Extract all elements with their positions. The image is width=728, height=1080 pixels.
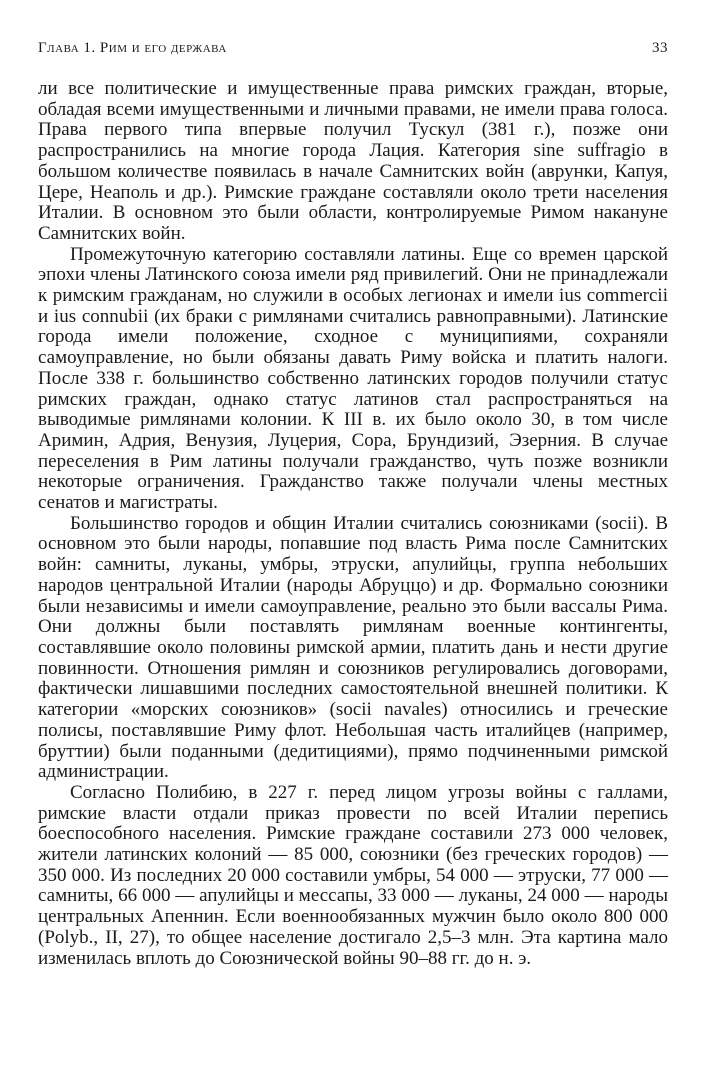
page-number: 33	[652, 40, 668, 56]
paragraph: Большинство городов и общин Италии считались союзниками (socii). В основном это были народы, попавшие под власть Рима после Самнитских войн: самниты, луканы, умбры, этруски, апулийцы, группа небольших народов центральной Италии (народы Абруццо) и др. Формально союзники были независимы и имели самоуправление, реально это были вассалы Рима. Они должны были поставлять римлянам военные контингенты, составлявшие около половины римской армии, платить дань и нести другие повинности. Отношения римлян и союзников регулировались договорами, фактически лишавшими последних самостоятельной внешней политики. К категории «морских союзников» (socii navales) относились и греческие полисы, поставлявшие Риму флот. Небольшая часть италийцев (например, бруттии) были поданными (дедитициями), прямо подчиненными римской администрации.	[38, 512, 668, 783]
body-text	[38, 79, 668, 969]
paragraph: ли все политические и имущественные права римских граждан, вторые, обладая всеми имущественными и личными правами, не имели права голоса. Права первого типа впервые получил Тускул (381 г.), позже они распространились на многие города Лация. Категория sine suffragio в большом количестве появилась в начале Самнитских войн (аврунки, Капуя, Цере, Неаполь и др.). Римские граждане составляли около трети населения Италии. В основном это были области, контролируемые Римом накануне Самнитских войн.	[38, 78, 668, 244]
chapter-title: Глава 1. Рим и его держава	[38, 40, 227, 56]
running-header	[38, 40, 668, 57]
paragraph: Согласно Полибию, в 227 г. перед лицом угрозы войны с галлами, римские власти отдали приказ провести по всей Италии перепись боеспособного населения. Римские граждане составили 273 000 человек, жители латинских колоний — 85 000, союзники (без греческих городов) — 350 000. Из последних 20 000 составили умбры, 54 000 — этруски, 77 000 — самниты, 66 000 — апулийцы и мессапы, 33 000 — луканы, 24 000 — народы центральных Апеннин. Если военнообязанных мужчин было около 800 000 (Polyb., II, 27), то общее население достигало 2,5–3 млн. Эта картина мало изменилась вплоть до Союзнической войны 90–88 гг. до н. э.	[38, 781, 668, 969]
paragraph: Промежуточную категорию составляли латины. Еще со времен царской эпохи члены Латинского союза имели ряд привилегий. Они не принадлежали к римским гражданам, но служили в особых легионах и имели ius commercii и ius connubii (их браки с римлянами считались равноправными). Латинские города имели положение, сходное с муниципиями, сохраняли самоуправление, но были обязаны давать Риму войска и платить налоги. После 338 г. большинство собственно латинских городов получили статус римских граждан, однако статус латинов стал распространяться на выводимые римлянами колонии. К III в. их было около 30, в том числе Аримин, Адрия, Венузия, Луцерия, Сора, Брундизий, Эзерния. В случае переселения в Рим латины получали гражданство, чуть позже возникли некоторые ограничения. Гражданство также получали члены местных сенатов и магистраты.	[38, 243, 668, 514]
